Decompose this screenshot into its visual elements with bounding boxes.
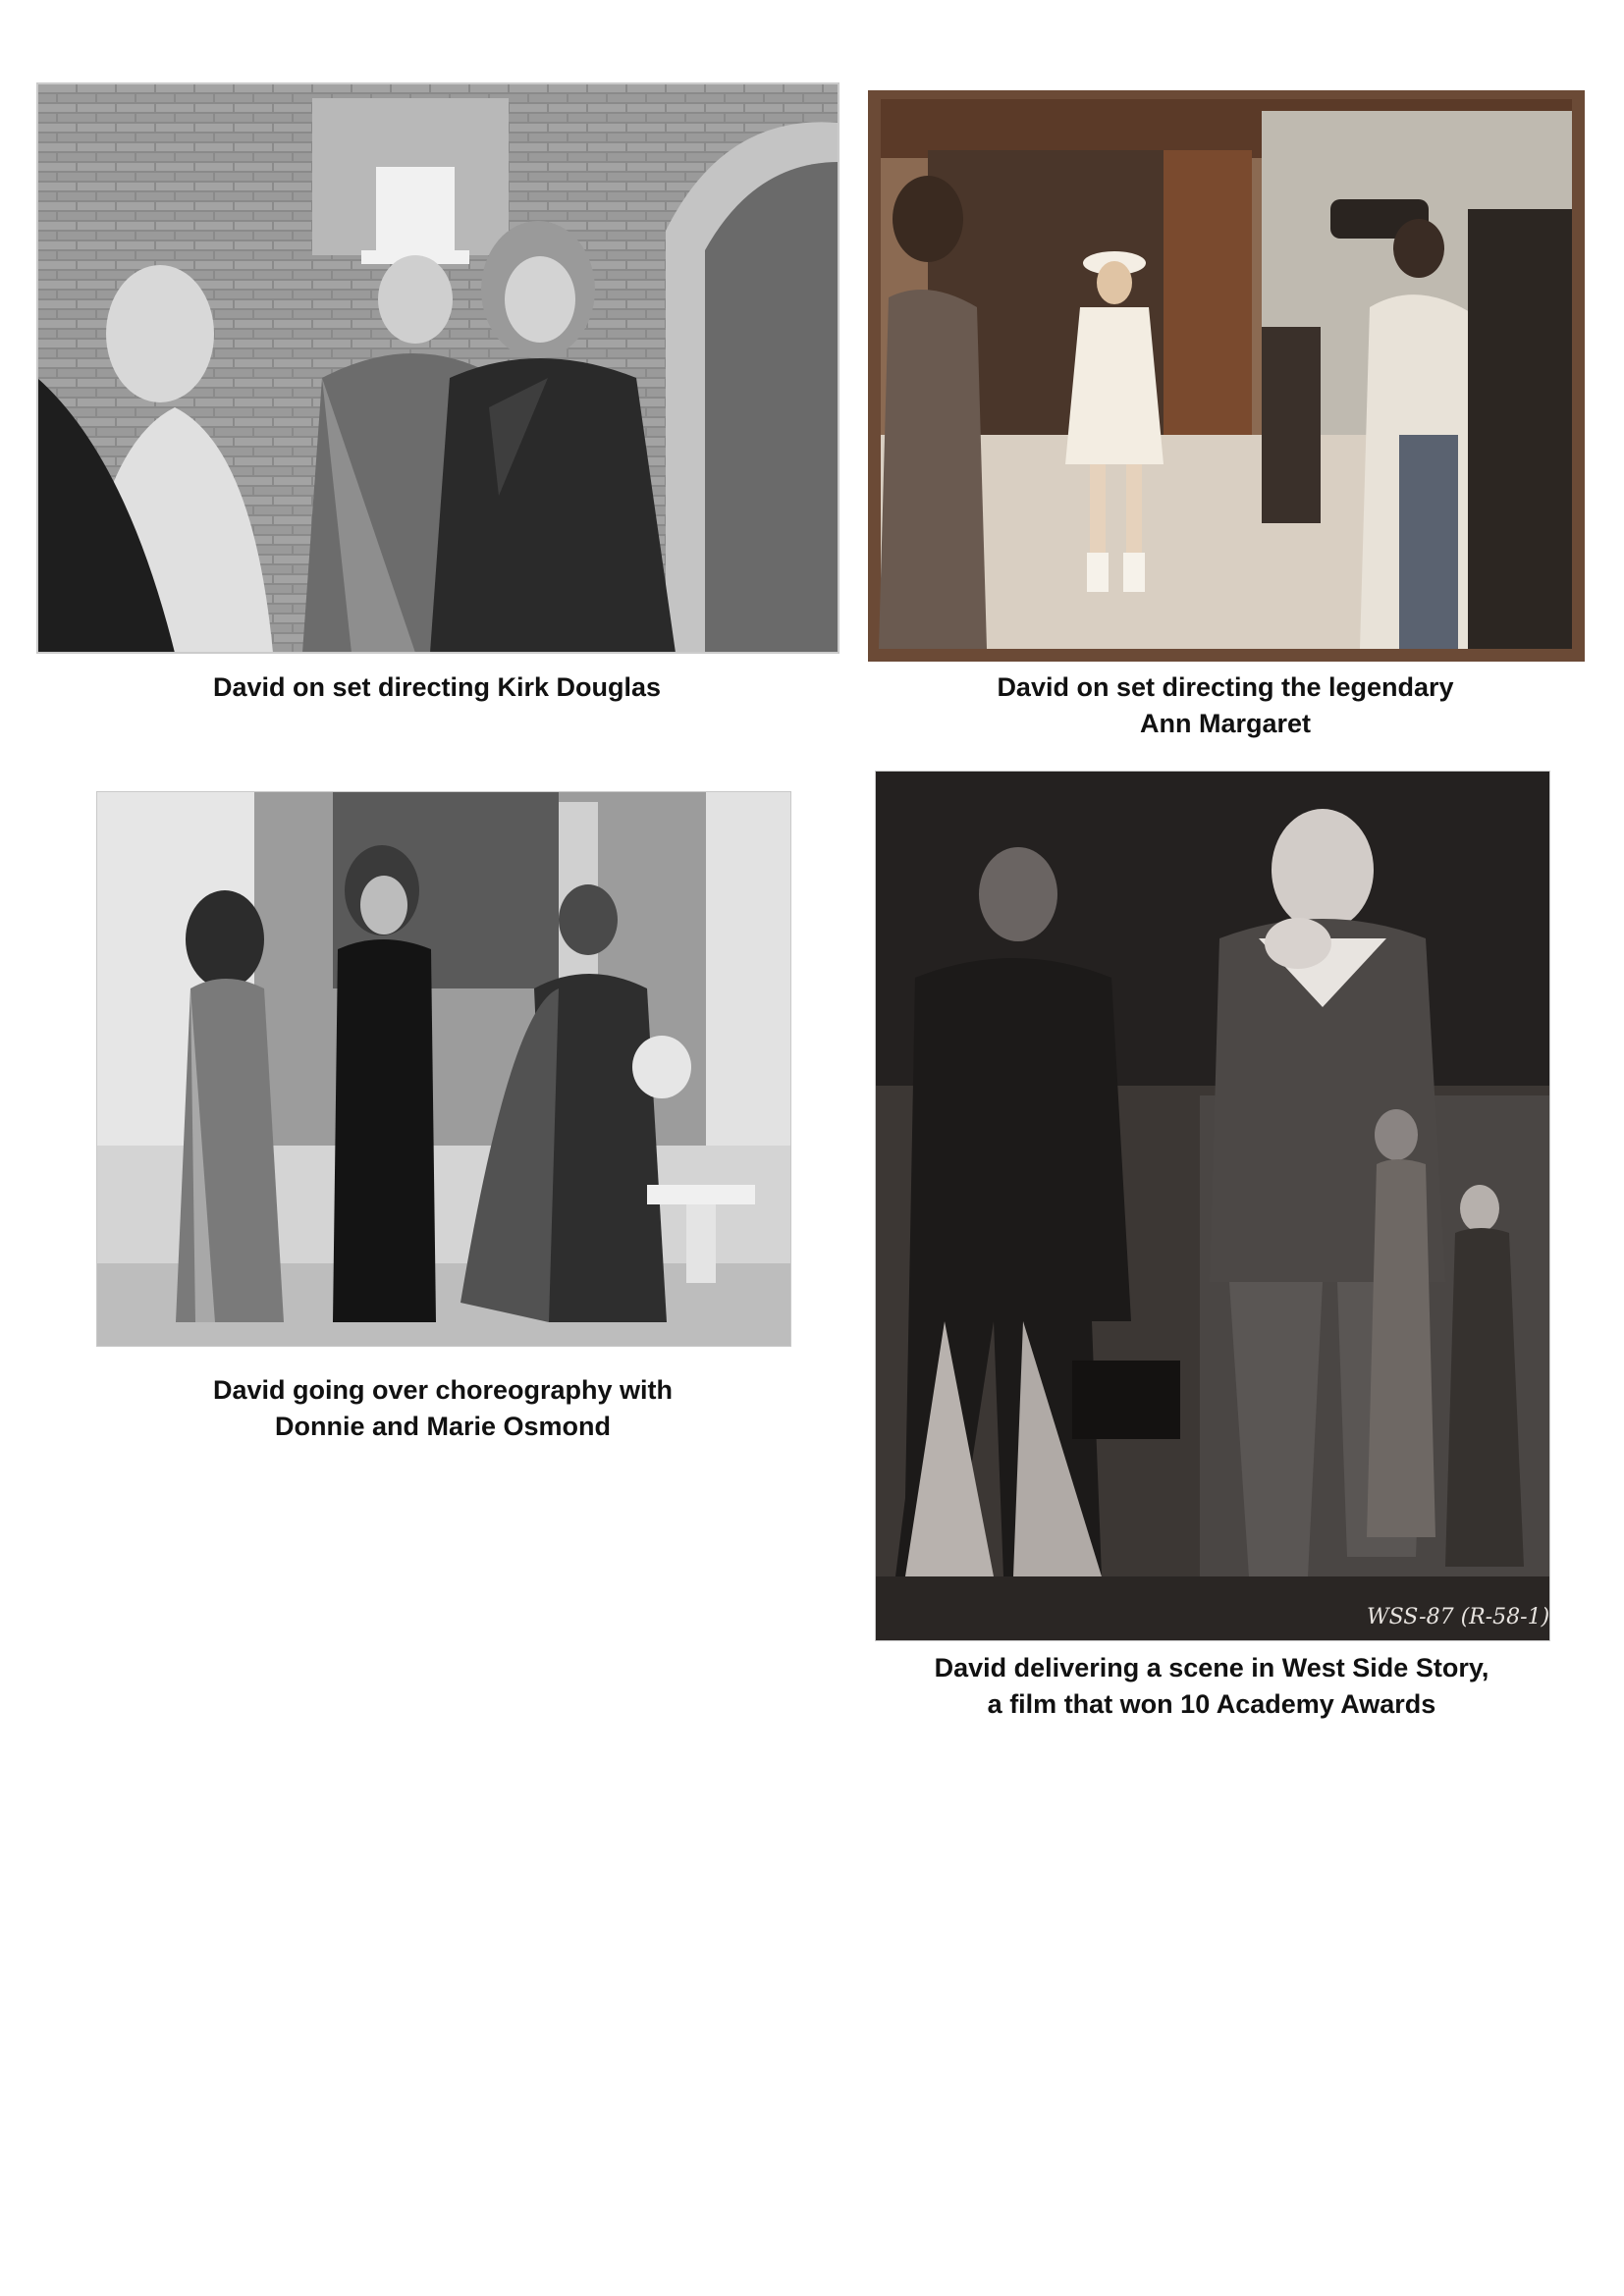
photo-kirk-douglas-image — [37, 83, 839, 653]
photo-west-side-story — [875, 771, 1550, 1641]
caption-ann-margaret — [868, 669, 1583, 742]
photo-osmond-image — [97, 792, 790, 1346]
photo-osmond — [96, 791, 791, 1347]
caption-west-side-story — [875, 1650, 1548, 1723]
caption-line: David going over choreography with — [212, 1375, 674, 1405]
caption-line: Ann Margaret — [1139, 709, 1312, 738]
photo-west-side-story-image — [876, 772, 1549, 1640]
caption-line: David delivering a scene in West Side Story, — [934, 1653, 1489, 1682]
caption-line: Donnie and Marie Osmond — [274, 1412, 612, 1441]
caption-line: David on set directing Kirk Douglas — [212, 672, 662, 702]
caption-line: David on set directing the legendary — [997, 672, 1454, 702]
caption-kirk-douglas — [36, 669, 838, 706]
caption-line: a film that won 10 Academy Awards — [987, 1689, 1436, 1719]
photo-kirk-douglas — [36, 82, 839, 654]
caption-osmond — [96, 1372, 789, 1445]
photo-ann-margaret — [868, 90, 1585, 662]
print-mark: WSS-87 (R-58-1) — [1367, 1605, 1549, 1629]
photo-ann-margaret-image — [869, 91, 1584, 661]
